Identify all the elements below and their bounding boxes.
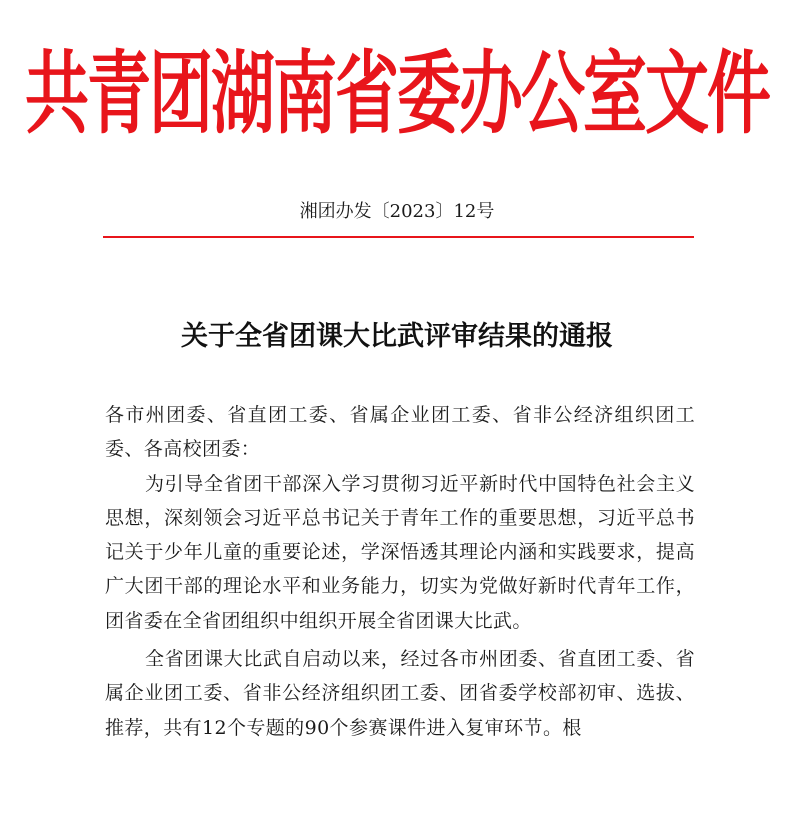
masthead-title: 共青团湖南省委办公室文件 — [25, 43, 769, 147]
salutation: 各市州团委、省直团工委、省属企业团工委、省非公经济组织团工委、各高校团委： — [105, 404, 695, 461]
red-divider-line — [103, 236, 694, 238]
body-paragraph-1: 为引导全省团干部深入学习贯彻习近平新时代中国特色社会主义思想，深刻领会习近平总书记关于青年工作的重要思想，习近平总书记关于少年儿童的重要论述，学深悟透其理论内涵和实践要求，提高广大团干部的理论水平和业务能力，切实为党做好新时代青年工作，团省委在全省团组织中组织开展全省团课大比武。 — [105, 472, 695, 632]
document-number: 湘团办发〔2023〕12号 — [299, 201, 495, 222]
body-paragraph-2: 全省团课大比武自启动以来，经过各市州团委、省直团工委、省属企业团工委、省非公经济组织团工委、团省委学校部初审、选拔、推荐，共有12个专题的90个参赛课件进入复审环节。根 — [105, 648, 695, 739]
document-body — [105, 398, 695, 745]
document-title: 关于全省团课大比武评审结果的通报 — [181, 321, 613, 352]
